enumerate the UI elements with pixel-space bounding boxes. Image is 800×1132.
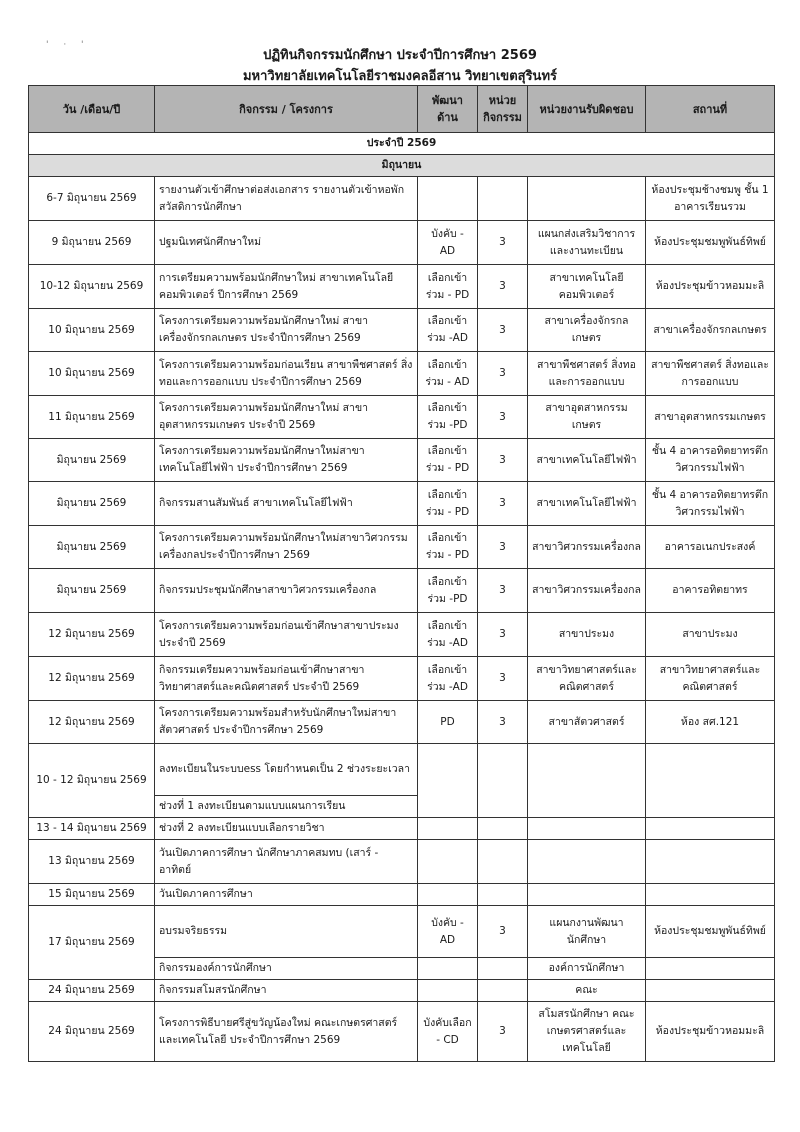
cell-place: อาคารอเนกประสงค์ <box>646 526 775 569</box>
cell-units: 3 <box>478 265 528 309</box>
cell-units-sub <box>478 958 528 980</box>
cell-development: เลือกเข้าร่วม - PD <box>418 482 478 526</box>
cell-organizer: สาขาพืชศาสตร์ สิ่งทอและการออกแบบ <box>528 352 646 396</box>
cell-units: 3 <box>478 396 528 439</box>
table-row <box>29 906 775 958</box>
cell-units <box>478 744 528 818</box>
cell-activity: รายงานตัวเข้าศึกษาต่อส่งเอกสาร รายงานตัวเข้าหอพัก สวัสดิการนักศึกษา <box>155 177 418 221</box>
table-header-row <box>29 86 775 133</box>
cell-organizer: แผนกงานพัฒนานักศึกษา <box>528 906 646 958</box>
cell-date: มิถุนายน 2569 <box>29 482 155 526</box>
cell-organizer: สาขาอุตสาหกรรมเกษตร <box>528 396 646 439</box>
scan-speck: ' · ' <box>46 40 90 50</box>
cell-place <box>646 744 775 818</box>
cell-development <box>418 818 478 840</box>
cell-organizer <box>528 177 646 221</box>
cell-activity: ปฐมนิเทศนักศึกษาใหม่ <box>155 221 418 265</box>
activity-calendar-table <box>28 85 775 1062</box>
cell-date: มิถุนายน 2569 <box>29 526 155 569</box>
cell-development <box>418 177 478 221</box>
cell-organizer: สาขาเครื่องจักรกลเกษตร <box>528 309 646 352</box>
cell-activity: วันเปิดภาคการศึกษา <box>155 884 418 906</box>
cell-development: เลือกเข้าร่วม -PD <box>418 569 478 613</box>
cell-place: สาขาประมง <box>646 613 775 657</box>
cell-units: 3 <box>478 906 528 958</box>
table-row <box>29 482 775 526</box>
cell-date: 9 มิถุนายน 2569 <box>29 221 155 265</box>
cell-date: 10 มิถุนายน 2569 <box>29 352 155 396</box>
cell-activity: โครงการเตรียมความพร้อมก่อนเรียน สาขาพืชศาสตร์ สิ่งทอและการออกแบบ ประจำปีการศึกษา 2569 <box>155 352 418 396</box>
table-row <box>29 439 775 482</box>
column-header-activity: กิจกรรม / โครงการ <box>155 86 418 133</box>
cell-activity: ลงทะเบียนในระบบess โดยกำหนดเป็น 2 ช่วงระยะเวลา <box>155 744 418 796</box>
cell-units: 3 <box>478 309 528 352</box>
cell-development: เลือกเข้าร่วม -AD <box>418 309 478 352</box>
cell-development: เลือกเข้าร่วม -AD <box>418 613 478 657</box>
table-row <box>29 526 775 569</box>
cell-organizer: สาขาเทคโนโลยีคอมพิวเตอร์ <box>528 265 646 309</box>
cell-units: 3 <box>478 701 528 744</box>
cell-development: บังคับ - AD <box>418 906 478 958</box>
cell-date: 6-7 มิถุนายน 2569 <box>29 177 155 221</box>
cell-organizer: สาขาประมง <box>528 613 646 657</box>
cell-activity: กิจกรรมสานสัมพันธ์ สาขาเทคโนโลยีไฟฟ้า <box>155 482 418 526</box>
table-row <box>29 221 775 265</box>
cell-place: ห้องประชุมช้างชมพู ชั้น 1 อาคารเรียนรวม <box>646 177 775 221</box>
cell-activity: อบรมจริยธรรม <box>155 906 418 958</box>
cell-activity: โครงการเตรียมความพร้อมสำหรับนักศึกษาใหม่สาขาสัตวศาสตร์ ประจำปีการศึกษา 2569 <box>155 701 418 744</box>
cell-units <box>478 980 528 1002</box>
cell-activity: โครงการเตรียมความพร้อมนักศึกษาใหม่สาขาเทคโนโลยีไฟฟ้า ประจำปีการศึกษา 2569 <box>155 439 418 482</box>
cell-place: ห้องประชุมข้าวหอมมะลิ <box>646 1002 775 1062</box>
cell-activity: การเตรียมความพร้อมนักศึกษาใหม่ สาขาเทคโนโลยีคอมพิวเตอร์ ปีการศึกษา 2569 <box>155 265 418 309</box>
column-header-date: วัน /เดือน/ปี <box>29 86 155 133</box>
cell-organizer <box>528 744 646 818</box>
cell-date: 10 - 12 มิถุนายน 2569 <box>29 744 155 818</box>
cell-date: 12 มิถุนายน 2569 <box>29 613 155 657</box>
column-header-place: สถานที่ <box>646 86 775 133</box>
cell-units: 3 <box>478 613 528 657</box>
cell-development: เลือกเข้าร่วม -PD <box>418 396 478 439</box>
cell-place: ห้องประชุมชมพูพันธ์ทิพย์ <box>646 221 775 265</box>
cell-activity: กิจกรรมเตรียมความพร้อมก่อนเข้าศึกษาสาขาวิทยาศาสตร์และคณิตศาสตร์ ประจำปี 2569 <box>155 657 418 701</box>
cell-units: 3 <box>478 439 528 482</box>
cell-place: สาขาเครื่องจักรกลเกษตร <box>646 309 775 352</box>
cell-organizer-sub: องค์การนักศึกษา <box>528 958 646 980</box>
cell-activity: โครงการเตรียมความพร้อมก่อนเข้าศึกษาสาขาประมงประจำปี 2569 <box>155 613 418 657</box>
column-header-units: หน่วย กิจกรรม <box>478 86 528 133</box>
document-subtitle: มหาวิทยาลัยเทคโนโลยีราชมงคลอีสาน วิทยาเขตสุรินทร์ <box>242 69 557 84</box>
cell-activity: โครงการเตรียมความพร้อมนักศึกษาใหม่สาขาวิศวกรรมเครื่องกลประจำปีการศึกษา 2569 <box>155 526 418 569</box>
year-section-row <box>29 133 775 155</box>
cell-date: 10 มิถุนายน 2569 <box>29 309 155 352</box>
cell-development: เลือกเข้าร่วม - PD <box>418 526 478 569</box>
cell-date: 11 มิถุนายน 2569 <box>29 396 155 439</box>
cell-activity: โครงการพิธีบายศรีสู่ขวัญน้องใหม่ คณะเกษตรศาสตร์และเทคโนโลยี ประจำปีการศึกษา 2569 <box>155 1002 418 1062</box>
table-row <box>29 701 775 744</box>
cell-organizer: สาขาวิทยาศาสตร์และคณิตศาสตร์ <box>528 657 646 701</box>
cell-place: สาขาวิทยาศาสตร์และคณิตศาสตร์ <box>646 657 775 701</box>
table-row <box>29 177 775 221</box>
cell-organizer: คณะ <box>528 980 646 1002</box>
cell-units <box>478 818 528 840</box>
cell-place: ห้อง สศ.121 <box>646 701 775 744</box>
cell-organizer: สาขาเทคโนโลยีไฟฟ้า <box>528 482 646 526</box>
cell-development: เลือกเข้าร่วม - PD <box>418 439 478 482</box>
month-section-row <box>29 155 775 177</box>
cell-place <box>646 818 775 840</box>
cell-organizer: สาขาสัตวศาสตร์ <box>528 701 646 744</box>
cell-development-sub <box>418 958 478 980</box>
cell-date: 24 มิถุนายน 2569 <box>29 980 155 1002</box>
cell-place: สาขาอุตสาหกรรมเกษตร <box>646 396 775 439</box>
cell-units: 3 <box>478 482 528 526</box>
cell-development <box>418 744 478 818</box>
cell-date: 12 มิถุนายน 2569 <box>29 657 155 701</box>
cell-development: บังคับ - AD <box>418 221 478 265</box>
cell-date: 13 - 14 มิถุนายน 2569 <box>29 818 155 840</box>
cell-units: 3 <box>478 221 528 265</box>
cell-units: 3 <box>478 657 528 701</box>
cell-date: 12 มิถุนายน 2569 <box>29 701 155 744</box>
year-section-label: ประจำปี 2569 <box>29 133 775 155</box>
cell-place: ห้องประชุมข้าวหอมมะลิ <box>646 265 775 309</box>
cell-activity: โครงการเตรียมความพร้อมนักศึกษาใหม่ สาขาอุตสาหกรรมเกษตร ประจำปี 2569 <box>155 396 418 439</box>
cell-development <box>418 980 478 1002</box>
cell-organizer <box>528 818 646 840</box>
cell-organizer: สาขาวิศวกรรมเครื่องกล <box>528 569 646 613</box>
cell-development: เลือกเข้าร่วม - AD <box>418 352 478 396</box>
cell-date: มิถุนายน 2569 <box>29 569 155 613</box>
document-title: ปฏิทินกิจกรรมนักศึกษา ประจำปีการศึกษา 2569 <box>263 48 537 63</box>
table-row <box>29 265 775 309</box>
table-row <box>29 309 775 352</box>
cell-date: 24 มิถุนายน 2569 <box>29 1002 155 1062</box>
table-row <box>29 884 775 906</box>
cell-date: 13 มิถุนายน 2569 <box>29 840 155 884</box>
table-row <box>29 657 775 701</box>
cell-activity: วันเปิดภาคการศึกษา นักศึกษาภาคสมทบ (เสาร์ - อาทิตย์ <box>155 840 418 884</box>
cell-development: บังคับเลือก - CD <box>418 1002 478 1062</box>
table-row <box>29 352 775 396</box>
cell-units: 3 <box>478 569 528 613</box>
cell-place: อาคารอทิตยาทร <box>646 569 775 613</box>
cell-units: 3 <box>478 1002 528 1062</box>
cell-development: PD <box>418 701 478 744</box>
cell-organizer <box>528 884 646 906</box>
cell-place <box>646 884 775 906</box>
table-row <box>29 744 775 796</box>
cell-development: เลือกเข้าร่วม -AD <box>418 657 478 701</box>
cell-activity-sub: กิจกรรมองค์การนักศึกษา <box>155 958 418 980</box>
cell-units <box>478 884 528 906</box>
cell-date: มิถุนายน 2569 <box>29 439 155 482</box>
cell-organizer: สาขาวิศวกรรมเครื่องกล <box>528 526 646 569</box>
cell-organizer <box>528 840 646 884</box>
cell-units: 3 <box>478 352 528 396</box>
cell-development: เลือกเข้าร่วม - PD <box>418 265 478 309</box>
table-row <box>29 818 775 840</box>
table-row <box>29 613 775 657</box>
column-header-development: พัฒนาด้าน <box>418 86 478 133</box>
cell-organizer: สโมสรนักศึกษา คณะเกษตรศาสตร์และเทคโนโลยี <box>528 1002 646 1062</box>
table-row <box>29 980 775 1002</box>
cell-date: 10-12 มิถุนายน 2569 <box>29 265 155 309</box>
cell-place: ชั้น 4 อาคารอทิตยาทรตึกวิศวกรรมไฟฟ้า <box>646 439 775 482</box>
cell-units: 3 <box>478 526 528 569</box>
table-row <box>29 1002 775 1062</box>
cell-place: สาขาพืชศาสตร์ สิ่งทอและการออกแบบ <box>646 352 775 396</box>
cell-activity: ช่วงที่ 2 ลงทะเบียนแบบเลือกรายวิชา <box>155 818 418 840</box>
cell-date: 15 มิถุนายน 2569 <box>29 884 155 906</box>
cell-place: ชั้น 4 อาคารอทิตยาทรตึกวิศวกรรมไฟฟ้า <box>646 482 775 526</box>
cell-place <box>646 980 775 1002</box>
cell-place-sub <box>646 958 775 980</box>
cell-activity: กิจกรรมประชุมนักศึกษาสาขาวิศวกรรมเครื่องกล <box>155 569 418 613</box>
cell-activity-sub: ช่วงที่ 1 ลงทะเบียนตามแบบแผนการเรียน <box>155 796 418 818</box>
cell-place: ห้องประชุมชมพูพันธ์ทิพย์ <box>646 906 775 958</box>
cell-units <box>478 177 528 221</box>
table-row <box>29 396 775 439</box>
column-header-organizer: หน่วยงานรับผิดชอบ <box>528 86 646 133</box>
cell-organizer: สาขาเทคโนโลยีไฟฟ้า <box>528 439 646 482</box>
cell-units <box>478 840 528 884</box>
cell-activity: โครงการเตรียมความพร้อมนักศึกษาใหม่ สาขาเครื่องจักรกลเกษตร ประจำปีการศึกษา 2569 <box>155 309 418 352</box>
cell-organizer: แผนกส่งเสริมวิชาการ และงานทะเบียน <box>528 221 646 265</box>
table-row <box>29 569 775 613</box>
cell-date: 17 มิถุนายน 2569 <box>29 906 155 980</box>
cell-development <box>418 884 478 906</box>
table-row <box>29 840 775 884</box>
month-section-label: มิถุนายน <box>29 155 775 177</box>
cell-development <box>418 840 478 884</box>
cell-activity: กิจกรรมสโมสรนักศึกษา <box>155 980 418 1002</box>
cell-place <box>646 840 775 884</box>
